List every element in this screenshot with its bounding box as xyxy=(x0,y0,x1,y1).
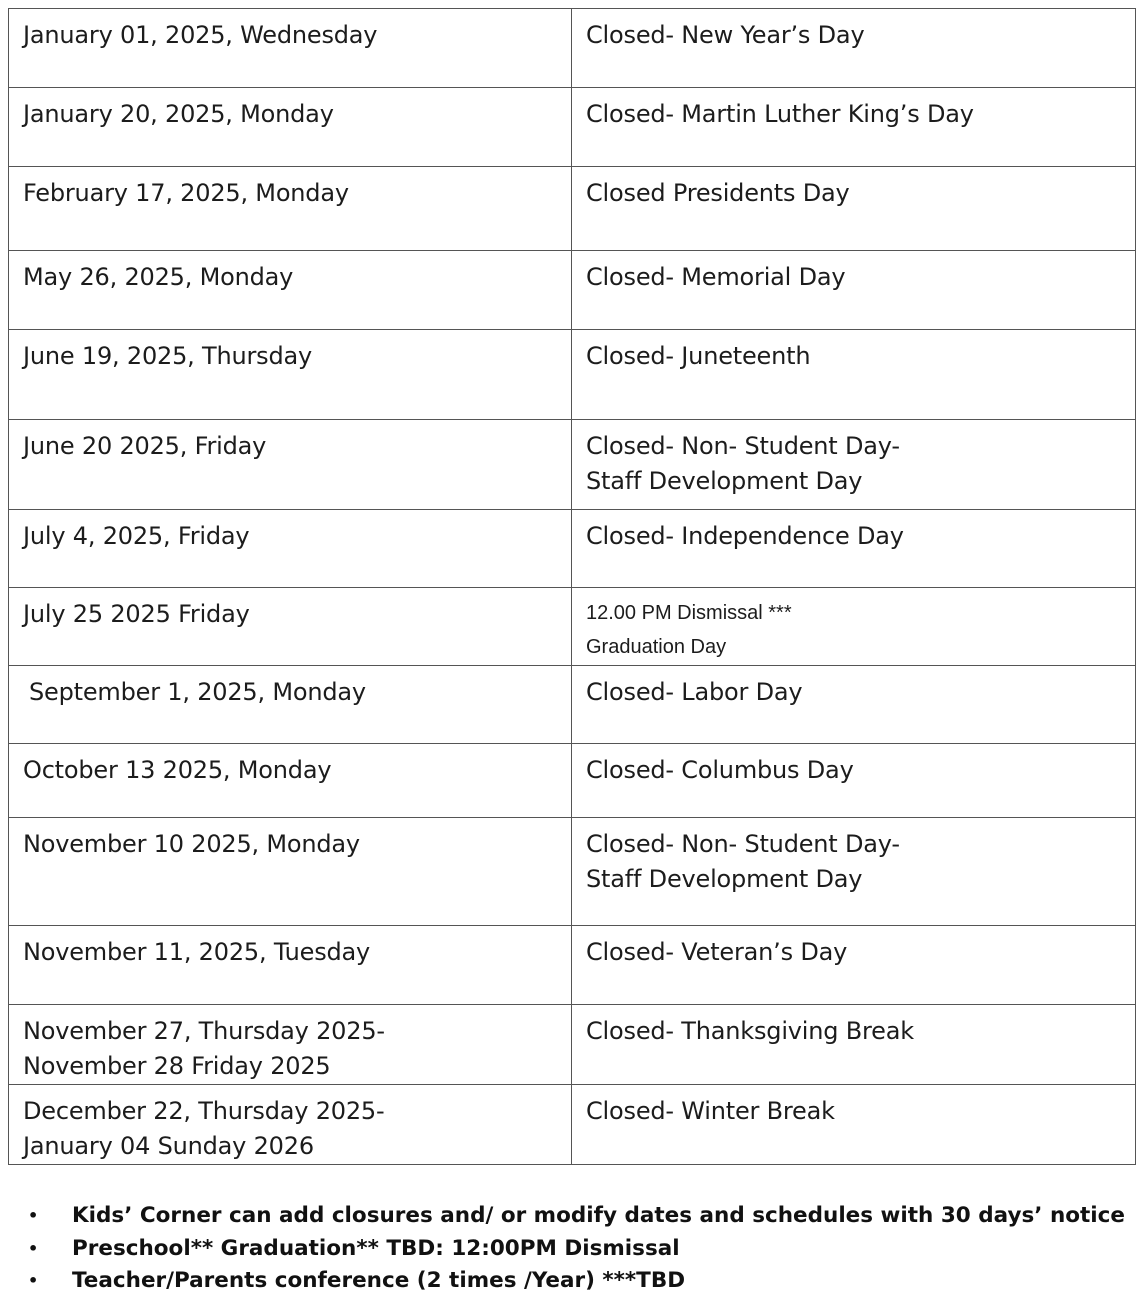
table-row xyxy=(9,167,1136,251)
closure-note-cell xyxy=(572,666,1136,744)
notes-list xyxy=(22,1200,1125,1298)
closure-note-text: Closed Presidents Day xyxy=(586,179,850,207)
closure-note-text: 12.00 PM Dismissal *** xyxy=(586,602,792,624)
bullet-icon: • xyxy=(28,1238,39,1258)
closure-note-text: Staff Development Day xyxy=(586,467,863,495)
table-row xyxy=(9,1005,1136,1085)
closure-note-cell xyxy=(572,926,1136,1005)
date-cell xyxy=(9,88,572,167)
table-row xyxy=(9,330,1136,420)
table-row xyxy=(9,818,1136,926)
date-text: July 4, 2025, Friday xyxy=(23,522,250,550)
closure-note-text: Closed- Columbus Day xyxy=(586,756,854,784)
table-row xyxy=(9,666,1136,744)
closure-note-text: Closed- Thanksgiving Break xyxy=(586,1017,914,1045)
closure-note-text: Graduation Day xyxy=(586,636,727,658)
table-row xyxy=(9,1085,1136,1165)
table-row xyxy=(9,588,1136,666)
date-cell xyxy=(9,330,572,420)
closure-note-text: Closed- New Year’s Day xyxy=(586,21,865,49)
table-row xyxy=(9,744,1136,818)
date-text: June 19, 2025, Thursday xyxy=(23,342,313,370)
closure-note-cell xyxy=(572,510,1136,588)
date-cell xyxy=(9,744,572,818)
closure-note-cell xyxy=(572,818,1136,926)
closure-note-cell xyxy=(572,588,1136,666)
date-text: May 26, 2025, Monday xyxy=(23,263,294,291)
closure-note-text: Closed- Winter Break xyxy=(586,1097,835,1125)
closure-schedule-body xyxy=(9,9,1136,1165)
closure-schedule-table xyxy=(8,8,1136,1165)
date-text: July 25 2025 Friday xyxy=(23,600,250,628)
date-cell xyxy=(9,588,572,666)
closure-note-text: Closed- Juneteenth xyxy=(586,342,811,370)
note-item xyxy=(22,1265,1125,1298)
date-text: November 27, Thursday 2025- xyxy=(23,1017,385,1045)
bullet-icon: • xyxy=(28,1206,39,1225)
date-cell xyxy=(9,420,572,510)
closure-note-cell xyxy=(572,88,1136,167)
date-cell xyxy=(9,167,572,251)
closure-note-text: Closed- Martin Luther King’s Day xyxy=(586,100,974,128)
date-text: October 13 2025, Monday xyxy=(23,756,332,784)
date-text: December 22, Thursday 2025- xyxy=(23,1097,385,1125)
date-text: June 20 2025, Friday xyxy=(23,432,267,460)
closure-note-cell xyxy=(572,167,1136,251)
closure-note-cell xyxy=(572,9,1136,88)
date-text: January 01, 2025, Wednesday xyxy=(23,21,378,49)
date-cell xyxy=(9,818,572,926)
date-cell xyxy=(9,9,572,88)
date-cell xyxy=(9,510,572,588)
table-row xyxy=(9,420,1136,510)
date-text: January 20, 2025, Monday xyxy=(23,100,334,128)
closure-note-text: Closed- Veteran’s Day xyxy=(586,938,848,966)
table-row xyxy=(9,9,1136,88)
note-text: Kids’ Corner can add closures and/ or modify dates and schedules with 30 days’ notice xyxy=(72,1203,1126,1228)
note-text: Preschool** Graduation** TBD: 12:00PM Dismissal xyxy=(72,1235,680,1261)
date-cell xyxy=(9,926,572,1005)
date-cell xyxy=(9,251,572,330)
closure-note-cell xyxy=(572,420,1136,510)
closure-note-text: Closed- Non- Student Day- xyxy=(586,432,900,460)
closure-note-cell xyxy=(572,251,1136,330)
closure-note-text: Staff Development Day xyxy=(586,865,863,893)
bullet-icon: • xyxy=(28,1271,39,1290)
closure-note-text: Closed- Non- Student Day- xyxy=(586,830,900,858)
table-row xyxy=(9,88,1136,167)
date-text: November 11, 2025, Tuesday xyxy=(23,938,371,966)
table-row xyxy=(9,926,1136,1005)
date-cell xyxy=(9,666,572,744)
closure-note-text: Closed- Independence Day xyxy=(586,522,904,550)
date-text: February 17, 2025, Monday xyxy=(23,179,349,207)
table-row xyxy=(9,251,1136,330)
closure-note-cell xyxy=(572,1085,1136,1165)
note-item xyxy=(22,1233,1125,1266)
closure-note-cell xyxy=(572,330,1136,420)
note-item xyxy=(22,1200,1125,1233)
table-row xyxy=(9,510,1136,588)
closure-note-cell xyxy=(572,744,1136,818)
date-text: November 28 Friday 2025 xyxy=(23,1052,331,1080)
date-cell xyxy=(9,1085,572,1165)
closure-note-cell xyxy=(572,1005,1136,1085)
note-text: Teacher/Parents conference (2 times /Year) ***TBD xyxy=(72,1268,686,1293)
closure-note-text: Closed- Labor Day xyxy=(586,678,803,706)
date-text: November 10 2025, Monday xyxy=(23,830,360,858)
date-cell xyxy=(9,1005,572,1085)
closure-note-text: Closed- Memorial Day xyxy=(586,263,846,291)
date-text: September 1, 2025, Monday xyxy=(29,678,366,706)
date-text: January 04 Sunday 2026 xyxy=(23,1132,314,1160)
